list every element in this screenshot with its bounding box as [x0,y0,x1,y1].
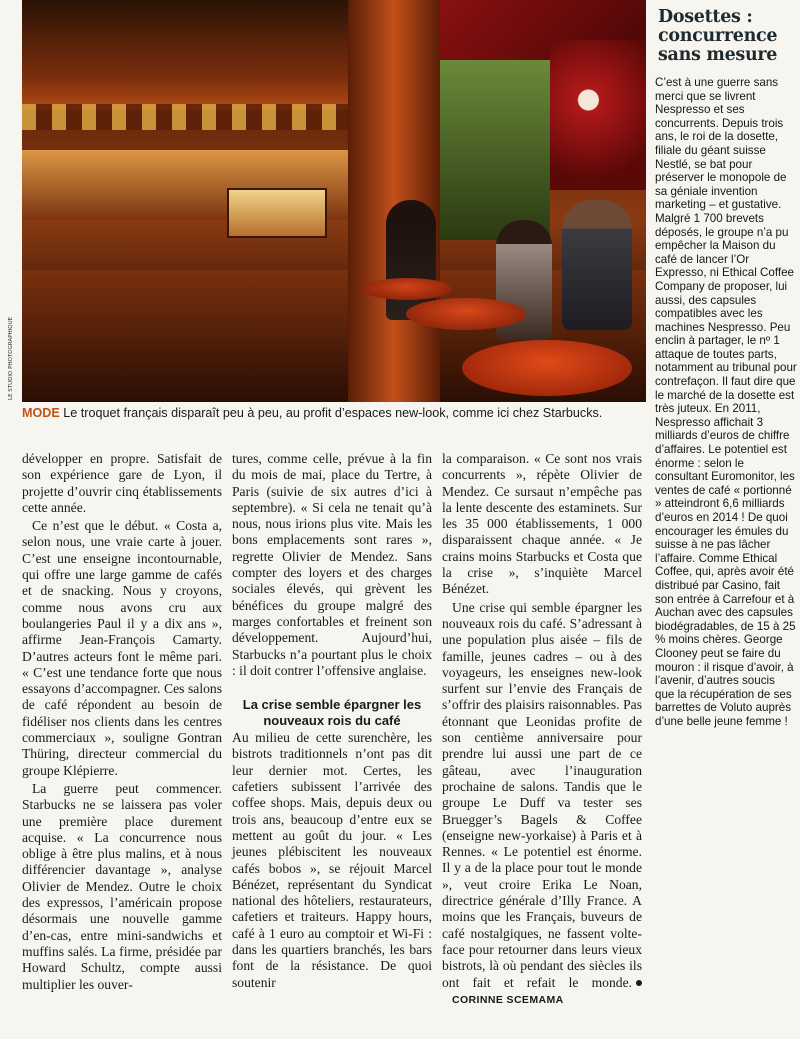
photo-credit: LE STUDIO PHOTOGRAPHIQUE [8,316,14,400]
caption-tag: MODE [22,406,60,420]
article-column-1 [22,451,222,993]
sidebar-title: Dosettes : concurrence sans mesure [658,7,778,65]
article-subhead: La crise semble épargner les nouveaux rois du café [242,697,422,728]
photo-person [562,200,632,330]
article-paragraph: Au milieu de cette surenchère, les bistrots traditionnels n’ont pas dit leur dernier mot. Certes, les cafetiers subissent l’arrivée des coffee shops. Mais, depuis deux ou trois ans, beaucoup d’entre eux se mettent au goût du jour. « Les jeunes plébiscitent les nouveaux cafés bobos », se réjouit Marcel Bénézet, représentant du Syndicat national des hôteliers, restaurateurs, cafetiers et traiteurs. Happy hours, café à 1 euro au comptoir et Wi-Fi : dans les quartiers branchés, les bars font de la résistance. De quoi soutenir [232,730,432,990]
photo-pillar [348,0,440,402]
photo-table [406,298,526,330]
article-paragraph: tures, comme celle, prévue à la fin du mois de mai, place du Tertre, à Paris (suivie de six autres d’ici à septembre). « Si cela ne tenait qu’à nous, nous irions plus vite. Mais les bons emplacements sont rares », regrette Olivier de Mendez. Sans compter des loyers et des charges sociales élevés, qui grèvent les bénéfices du groupe malgré des marges confortables et freinent son développement. Aujourd’hui, Starbucks n’a pourtant plus le choix : il doit contrer l’offensive anglaise. [232,451,432,678]
caption-text: Le troquet français disparaît peu à peu, au profit d’espaces new-look, comme ici chez Starbucks. [59,406,603,420]
article-column-2 [232,451,432,991]
photo-caption [22,405,646,421]
end-bullet-icon [636,980,642,986]
article-paragraph: développer en propre. Satisfait de son expérience gare de Lyon, il projette d’ouvrir cinq établissements cette année. [22,451,222,515]
article-paragraph: la comparaison. « Ce sont nos vrais concurrents », répète Olivier de Mendez. Ce sursaut n’empêche pas la lente descente des estaminets. Sur les 35 000 établissements, 1 000 disparaissent chaque année. « Je crains moins Starbucks et Costa que la crise », s’inquiète Marcel Bénézet. [442,451,642,597]
article-paragraph-text: Une crise qui semble épargner les nouveaux rois du café. S’adressant à une population plus aisée – fils de famille, jeunes cadres – ou à des voyageurs, les enseignes new-look surfent sur l’envie des Français de s’offrir des plaisirs raisonnables. Pas étonnant que Leonidas profite de son centième anniversaire pour prendre lui aussi une part de ce gâteau, avec l’inauguration prochaine de salons. Tandis que le groupe Le Duff va tester ses Bruegger’s Bagels & Coffee (enseigne new-yorkaise) à Paris et à Rennes. « Le potentiel est énorme. Il y a de la place pour tout le monde », veut croire Erika Le Noan, directrice générale d’Illy France. A moins que les Français, buveurs de café nostalgiques, ne fassent volte-face pour retourner dans leurs vieux bistrots, là où pendant des siècles ils ont fait et refait le monde. [442,599,642,990]
photo-wall-mural [440,60,550,240]
article-paragraph: La guerre peut commencer. Starbucks ne se laissera pas voler une première place durement acquise. « La concurrence nous oblige à être plus malins, et à nous différencier davantage », analyse Olivier de Mendez. Outre le choix des expressos, l’américain propose désormais une nouvelle gamme d’en-cas, entre mini-sandwichs et muffins salés. La firme, présidée par Howard Schultz, compte aussi multiplier les ouver- [22,780,222,992]
sidebar-paragraph: C’est à une guerre sans merci que se livrent Nespresso et ses concurrents. Depuis trois ans, le roi de la dosette, filiale du géant suisse Nestlé, se bat pour préserver le monopole de sa géniale invention marketing – et gustative. Malgré 1 700 brevets déposés, le groupe n’a pu empêcher la Maison du café de lancer l’Or Expresso, ni Ethical Coffee Company de proposer, lui aussi, des capsules compatibles avec les machines Nespresso. Peu enclin à partager, le nº 1 attaque de toutes parts, notamment au tribunal pour contrefaçon. Il faut dire que le marché de la dosette est très juteux. En 2011, Nespresso affichait 3 milliards d’euros de chiffre d’affaires. Le potentiel est énorme : selon le consultant Euromonitor, les ventes de café « portionné » atteindront 6,6 milliards d’euros en 2014 ! De quoi encourager les émules du suisse à ne pas lâcher l’affaire. Comme Ethical Coffee, qui, après avoir été distribué par Casino, fait son entrée à Carrefour et à Auchan avec des capsules biodégradables, de 15 à 25 % moins chères. George Clooney peut se faire du mouron : il risque d’avoir, à l’avenir, d’autres soucis que la récupération de ses barrettes de Voluto auprès d’une belle jeune femme ! [655,76,797,728]
article-column-3 [442,451,642,1008]
photo-pastry-display [227,188,327,238]
photo-table [362,278,452,300]
starbucks-photo [22,0,646,402]
sidebar-body [655,76,797,729]
article-paragraph: Ce n’est que le début. « Costa a, selon nous, une vraie carte à jouer. C’est une enseigne incontournable, qui offre une large gamme de cafés et de snacking. Nous y croyons, comme nous avons cru aux boulangeries Paul il y a dix ans », affirme Jean-François Camarty. D’autres acteurs font le même pari. « C’est une tendance forte que nous essayons d’accompagner. Ces salons de café répondent au besoin de fidéliser nos clients dans les centres commerciaux », souligne Gontran Thüring, directeur commercial du groupe Klépierre. [22,518,222,778]
article-paragraph [442,600,642,1008]
sidebar-box [655,8,797,729]
photo-table [462,340,632,396]
author-signature: CORINNE SCEMAMA [452,993,564,1006]
photo-wall-mural [550,40,646,190]
